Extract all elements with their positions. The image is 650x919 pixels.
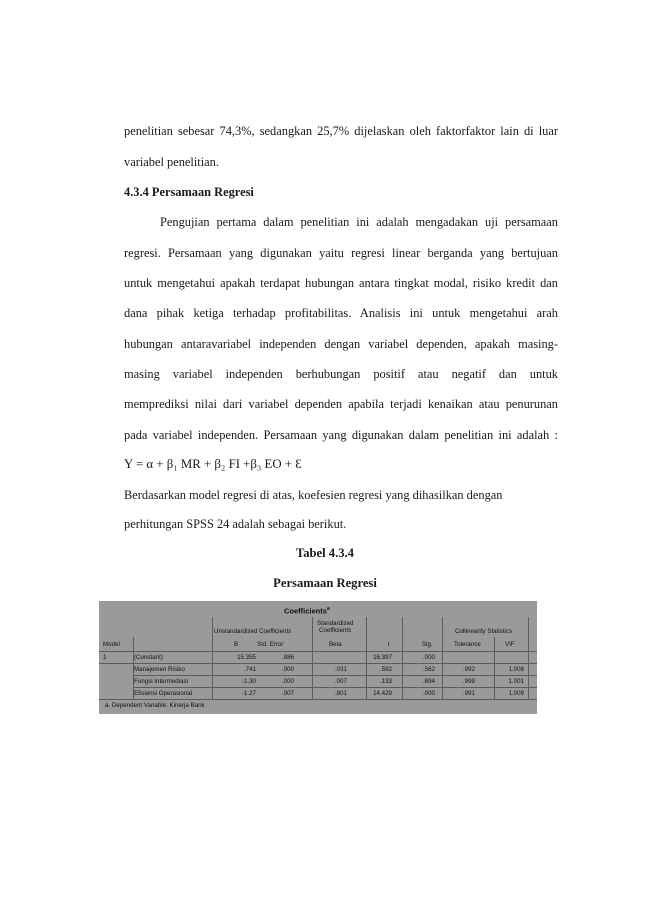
spss-rule xyxy=(99,663,537,664)
paragraph-line: Pengujian pertama dalam penelitian ini adalah mengadakan uji persamaan xyxy=(160,215,558,229)
spss-cell: .992 xyxy=(462,666,475,673)
paragraph-line: untuk mengetahui apakah terdapat hubungan antara tingkat modal, risiko kredit dan xyxy=(124,276,558,290)
spss-cell: .999 xyxy=(462,678,475,685)
section-heading: 4.3.4 Persamaan Regresi xyxy=(124,185,254,199)
spss-table-title: Coefficients$^a$ xyxy=(284,606,330,616)
spss-cell: .000 xyxy=(422,690,435,697)
spss-col-rule xyxy=(528,617,529,699)
spss-header-std-line2: Coefficients xyxy=(319,627,352,634)
spss-coefficients-table xyxy=(99,601,537,714)
spss-col-rule xyxy=(402,617,403,699)
paragraph-line: pada variabel independen. Persamaan yang digunakan dalam penelitian ini adalah : xyxy=(124,428,558,442)
spss-rule xyxy=(99,651,537,652)
spss-row-name: Efisiensi Operasional xyxy=(134,690,193,697)
spss-col-rule xyxy=(212,617,213,699)
spss-header-t: t xyxy=(388,641,390,648)
spss-footnote: a. Dependent Variable: Kinerja Bank xyxy=(105,702,205,709)
spss-cell: 1.009 xyxy=(508,690,524,697)
paragraph-line: memprediksi nilai dari variabel dependen apabila terjadi kenaikan atau penurunan xyxy=(124,397,558,411)
spss-cell: .000 xyxy=(281,678,294,685)
spss-cell: .991 xyxy=(462,690,475,697)
spss-cell: 1.008 xyxy=(508,666,524,673)
paragraph-line: perhitungan SPSS 24 adalah sebagai berikut. xyxy=(124,517,347,531)
spss-cell: -1.27 xyxy=(241,690,256,697)
spss-cell: 14.429 xyxy=(373,690,392,697)
spss-col-rule xyxy=(494,637,495,699)
spss-cell: -1.30 xyxy=(241,678,256,685)
paragraph-line: dana pihak ketiga terhadap profitabilitas. Analisis ini untuk mengetahui arah xyxy=(124,306,558,320)
spss-model-number: 1 xyxy=(103,654,107,661)
spss-cell: .007 xyxy=(281,690,294,697)
spss-cell: .000 xyxy=(422,654,435,661)
paragraph-line: Berdasarkan model regresi di atas, koefesien regresi yang dihasilkan dengan xyxy=(124,488,503,502)
spss-cell: .592 xyxy=(379,666,392,673)
spss-header-model: Model xyxy=(103,641,120,648)
spss-header-tolerance: Tolerance xyxy=(454,641,481,648)
paragraph-line: hubungan antaravariabel independen dengan variabel dependen, apakah masing- xyxy=(124,337,558,351)
paragraph-line: variabel penelitian. xyxy=(124,155,219,169)
spss-header-b: B xyxy=(234,641,239,648)
spss-header-unstd: Unstandardized Coefficients xyxy=(214,628,292,635)
spss-cell: .886 xyxy=(281,654,294,661)
spss-row-name: Fungsi Intermediasi xyxy=(134,678,188,685)
spss-header-vif: VIF xyxy=(505,641,515,648)
spss-header-beta: Beta xyxy=(329,641,342,648)
spss-cell: .801 xyxy=(334,690,347,697)
spss-cell: 1.001 xyxy=(508,678,524,685)
spss-header-collinearity: Collinearity Statistics xyxy=(455,628,513,635)
spss-cell: 16.397 xyxy=(373,654,392,661)
paragraph-line: masing variabel independen berhubungan positif atau negatif dan untuk xyxy=(124,367,558,381)
spss-cell: .562 xyxy=(422,666,435,673)
spss-rule xyxy=(133,687,537,688)
spss-col-rule xyxy=(133,637,134,699)
table-number: Tabel 4.3.4 xyxy=(296,546,354,560)
spss-col-rule xyxy=(312,617,313,699)
regression-formula: Y = α + β₁ MR + β₂ FI +β₃ EO + Ɛ xyxy=(124,457,302,471)
spss-rule xyxy=(133,675,537,676)
spss-col-rule xyxy=(366,617,367,699)
spss-header-std-error: Std. Error xyxy=(257,641,284,648)
spss-row-name: (Constant) xyxy=(134,654,163,661)
spss-cell: .894 xyxy=(422,678,435,685)
paragraph-line: regresi. Persamaan yang digunakan yaitu regresi linear berganda yang bertujuan xyxy=(124,246,558,260)
spss-rule xyxy=(99,699,537,700)
spss-col-rule xyxy=(442,617,443,699)
spss-header-sig: Sig. xyxy=(422,641,433,648)
spss-cell: .031 xyxy=(334,666,347,673)
spss-cell: 15.355 xyxy=(237,654,256,661)
spss-cell: .007 xyxy=(334,678,347,685)
spss-cell: .741 xyxy=(243,666,256,673)
paragraph-line: penelitian sebesar 74,3%, sedangkan 25,7% dijelaskan oleh faktorfaktor lain di luar xyxy=(124,124,558,138)
spss-row-name: Manajemen Risiko xyxy=(134,666,185,673)
spss-header-std-line1: Standardized xyxy=(317,620,354,627)
table-title: Persamaan Regresi xyxy=(273,576,377,590)
spss-cell: .133 xyxy=(379,678,392,685)
spss-cell: .000 xyxy=(281,666,294,673)
